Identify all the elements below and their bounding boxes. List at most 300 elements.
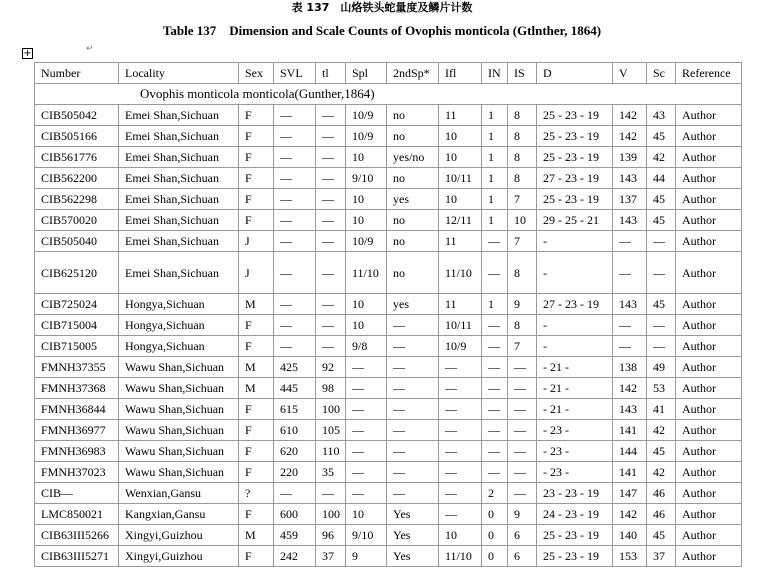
table-cell: F: [239, 210, 274, 231]
table-cell: —: [482, 441, 508, 462]
table-cell: —: [316, 336, 346, 357]
table-cell: CIB505166: [35, 126, 119, 147]
table-cell: Emei Shan,Sichuan: [119, 168, 239, 189]
table-cell: 1: [482, 105, 508, 126]
column-header: Sc: [647, 63, 676, 84]
table-row: [35, 336, 742, 357]
table-cell: 45: [647, 189, 676, 210]
table-cell: —: [508, 378, 537, 399]
table-cell: 42: [647, 147, 676, 168]
table-cell: 10/9: [346, 231, 387, 252]
table-cell: 459: [274, 525, 316, 546]
table-cell: —: [508, 483, 537, 504]
table-cell: CIB—: [35, 483, 119, 504]
table-cell: 29 - 25 - 21: [537, 210, 613, 231]
table-cell: 44: [647, 168, 676, 189]
table-cell: Author: [676, 483, 742, 504]
table-cell: 7: [508, 189, 537, 210]
table-cell: Author: [676, 462, 742, 483]
table-cell: FMNH36844: [35, 399, 119, 420]
table-cell: -: [537, 315, 613, 336]
table-cell: 615: [274, 399, 316, 420]
table-cell: Author: [676, 546, 742, 567]
column-header: tl: [316, 63, 346, 84]
table-cell: 45: [647, 294, 676, 315]
table-cell: 25 - 23 - 19: [537, 147, 613, 168]
table-cell: Emei Shan,Sichuan: [119, 189, 239, 210]
table-cell: F: [239, 336, 274, 357]
table-cell: F: [239, 315, 274, 336]
table-cell: —: [274, 189, 316, 210]
table-cell: —: [439, 378, 482, 399]
table-cell: 1: [482, 126, 508, 147]
table-cell: 600: [274, 504, 316, 525]
table-cell: —: [387, 378, 439, 399]
table-cell: —: [274, 336, 316, 357]
header-row: [35, 63, 742, 84]
table-row: [35, 147, 742, 168]
table-cell: 10/11: [439, 315, 482, 336]
table-row: [35, 357, 742, 378]
column-header: Locality: [119, 63, 239, 84]
table-cell: - 23 -: [537, 420, 613, 441]
table-cell: —: [274, 147, 316, 168]
table-cell: 10: [346, 189, 387, 210]
table-cell: Author: [676, 210, 742, 231]
table-cell: 1: [482, 147, 508, 168]
table-cell: Yes: [387, 525, 439, 546]
table-cell: 142: [613, 378, 647, 399]
table-cell: Wawu Shan,Sichuan: [119, 420, 239, 441]
table-cell: Author: [676, 105, 742, 126]
table-cell: —: [274, 210, 316, 231]
table-cell: no: [387, 126, 439, 147]
table-cell: 137: [613, 189, 647, 210]
table-cell: 49: [647, 357, 676, 378]
table-row: [35, 462, 742, 483]
table-cell: FMNH37023: [35, 462, 119, 483]
table-cell: —: [387, 441, 439, 462]
table-cell: Hongya,Sichuan: [119, 315, 239, 336]
table-cell: 46: [647, 483, 676, 504]
table-cell: Yes: [387, 504, 439, 525]
table-cell: 143: [613, 210, 647, 231]
table-cell: 8: [508, 105, 537, 126]
table-cell: —: [387, 399, 439, 420]
table-cell: 53: [647, 378, 676, 399]
table-cell: —: [439, 441, 482, 462]
table-cell: 7: [508, 336, 537, 357]
table-cell: F: [239, 420, 274, 441]
table-cell: —: [439, 483, 482, 504]
table-cell: Author: [676, 357, 742, 378]
paragraph-mark: ↵: [86, 44, 94, 54]
table-cell: 10: [439, 126, 482, 147]
table-cell: CIB63III5266: [35, 525, 119, 546]
table-cell: Author: [676, 315, 742, 336]
table-cell: Author: [676, 420, 742, 441]
table-cell: Author: [676, 504, 742, 525]
table-cell: M: [239, 378, 274, 399]
table-cell: 41: [647, 399, 676, 420]
table-cell: —: [387, 357, 439, 378]
table-cell: 143: [613, 294, 647, 315]
table-cell: —: [613, 336, 647, 357]
table-cell: 43: [647, 105, 676, 126]
table-cell: 620: [274, 441, 316, 462]
table-cell: 140: [613, 525, 647, 546]
table-cell: M: [239, 525, 274, 546]
table-row: [35, 315, 742, 336]
table-cell: 10: [439, 525, 482, 546]
table-cell: no: [387, 252, 439, 294]
table-cell: 46: [647, 504, 676, 525]
subspecies-heading-row: [35, 84, 742, 105]
table-cell: 25 - 23 - 19: [537, 546, 613, 567]
table-cell: M: [239, 294, 274, 315]
table-cell: 6: [508, 525, 537, 546]
move-anchor-icon[interactable]: +: [23, 48, 32, 59]
table-cell: —: [346, 357, 387, 378]
table-cell: Wawu Shan,Sichuan: [119, 462, 239, 483]
table-cell: LMC850021: [35, 504, 119, 525]
table-cell: ?: [239, 483, 274, 504]
table-cell: Emei Shan,Sichuan: [119, 210, 239, 231]
table-cell: —: [346, 441, 387, 462]
table-row: [35, 105, 742, 126]
table-cell: Author: [676, 231, 742, 252]
table-cell: 11: [439, 294, 482, 315]
table-cell: no: [387, 210, 439, 231]
table-cell: CIB715005: [35, 336, 119, 357]
table-cell: 8: [508, 126, 537, 147]
table-row: [35, 168, 742, 189]
table-cell: -: [537, 231, 613, 252]
table-cell: 1: [482, 210, 508, 231]
table-cell: CIB505040: [35, 231, 119, 252]
table-cell: 45: [647, 126, 676, 147]
table-cell: 147: [613, 483, 647, 504]
table-cell: 11/10: [439, 546, 482, 567]
table-cell: CIB562298: [35, 189, 119, 210]
table-cell: 9: [508, 294, 537, 315]
table-cell: CIB625120: [35, 252, 119, 294]
column-header: SVL: [274, 63, 316, 84]
table-cell: —: [482, 462, 508, 483]
table-cell: Emei Shan,Sichuan: [119, 252, 239, 294]
table-cell: —: [346, 399, 387, 420]
table-cell: —: [482, 315, 508, 336]
table-cell: —: [346, 483, 387, 504]
table-row: [35, 252, 742, 294]
table-cell: Emei Shan,Sichuan: [119, 126, 239, 147]
table-cell: - 21 -: [537, 357, 613, 378]
table-title-english: Table 137 Dimension and Scale Counts of Ovophis monticola (Gtlnther, 1864): [162, 23, 602, 38]
table-cell: Hongya,Sichuan: [119, 336, 239, 357]
table-cell: FMNH36983: [35, 441, 119, 462]
table-cell: 142: [613, 105, 647, 126]
table-cell: —: [387, 336, 439, 357]
table-cell: 9: [508, 504, 537, 525]
table-cell: 105: [316, 420, 346, 441]
table-cell: —: [274, 231, 316, 252]
table-cell: 144: [613, 441, 647, 462]
table-cell: F: [239, 441, 274, 462]
table-cell: 24 - 23 - 19: [537, 504, 613, 525]
table-cell: —: [387, 483, 439, 504]
table-cell: F: [239, 147, 274, 168]
table-cell: CIB725024: [35, 294, 119, 315]
table-cell: 11: [439, 105, 482, 126]
table-cell: CIB570020: [35, 210, 119, 231]
table-cell: FMNH37355: [35, 357, 119, 378]
table-cell: CIB505042: [35, 105, 119, 126]
table-cell: 8: [508, 252, 537, 294]
table-cell: 25 - 23 - 19: [537, 126, 613, 147]
table-cell: —: [316, 147, 346, 168]
table-cell: —: [482, 420, 508, 441]
table-cell: —: [346, 378, 387, 399]
table-cell: CIB63III5271: [35, 546, 119, 567]
table-cell: —: [346, 420, 387, 441]
column-header: IN: [482, 63, 508, 84]
table-cell: Author: [676, 399, 742, 420]
table-cell: —: [274, 483, 316, 504]
table-cell: —: [508, 420, 537, 441]
table-cell: 242: [274, 546, 316, 567]
table-cell: 37: [647, 546, 676, 567]
table-cell: 139: [613, 147, 647, 168]
table-cell: F: [239, 189, 274, 210]
table-cell: yes: [387, 294, 439, 315]
table-cell: —: [439, 399, 482, 420]
table-cell: Wawu Shan,Sichuan: [119, 378, 239, 399]
table-cell: —: [274, 105, 316, 126]
table-cell: 1: [482, 189, 508, 210]
table-cell: 110: [316, 441, 346, 462]
table-cell: 25 - 23 - 19: [537, 189, 613, 210]
table-cell: —: [316, 210, 346, 231]
table-cell: 100: [316, 399, 346, 420]
table-row: [35, 210, 742, 231]
table-cell: Wawu Shan,Sichuan: [119, 399, 239, 420]
table-row: [35, 399, 742, 420]
table-cell: 45: [647, 210, 676, 231]
table-cell: —: [482, 231, 508, 252]
table-cell: J: [239, 252, 274, 294]
table-cell: F: [239, 168, 274, 189]
data-table: [34, 62, 742, 567]
table-cell: Wenxian,Gansu: [119, 483, 239, 504]
table-cell: 8: [508, 168, 537, 189]
table-cell: 96: [316, 525, 346, 546]
table-cell: —: [508, 357, 537, 378]
table-cell: —: [274, 252, 316, 294]
column-header: D: [537, 63, 613, 84]
table-cell: Xingyi,Guizhou: [119, 546, 239, 567]
table-cell: Hongya,Sichuan: [119, 294, 239, 315]
table-cell: CIB562200: [35, 168, 119, 189]
table-cell: 0: [482, 525, 508, 546]
table-cell: 27 - 23 - 19: [537, 294, 613, 315]
table-cell: 45: [647, 525, 676, 546]
table-cell: yes/no: [387, 147, 439, 168]
table-cell: Kangxian,Gansu: [119, 504, 239, 525]
table-cell: 141: [613, 462, 647, 483]
table-cell: Author: [676, 525, 742, 546]
table-cell: no: [387, 105, 439, 126]
table-cell: —: [508, 462, 537, 483]
table-cell: Author: [676, 441, 742, 462]
table-cell: Yes: [387, 546, 439, 567]
table-cell: 8: [508, 315, 537, 336]
table-cell: 0: [482, 504, 508, 525]
table-cell: 42: [647, 462, 676, 483]
table-row: [35, 483, 742, 504]
table-cell: 10/11: [439, 168, 482, 189]
table-cell: 2: [482, 483, 508, 504]
table-cell: - 21 -: [537, 378, 613, 399]
table-cell: —: [316, 252, 346, 294]
table-cell: F: [239, 504, 274, 525]
table-cell: Author: [676, 294, 742, 315]
table-cell: Wawu Shan,Sichuan: [119, 357, 239, 378]
table-cell: Author: [676, 252, 742, 294]
table-cell: 10/9: [346, 126, 387, 147]
table-cell: —: [387, 315, 439, 336]
table-cell: 10/9: [439, 336, 482, 357]
table-cell: —: [316, 105, 346, 126]
table-cell: 100: [316, 504, 346, 525]
table-cell: 142: [613, 126, 647, 147]
table-cell: 1: [482, 294, 508, 315]
table-cell: 12/11: [439, 210, 482, 231]
table-cell: —: [482, 357, 508, 378]
column-header: V: [613, 63, 647, 84]
table-cell: 10: [439, 147, 482, 168]
table-cell: —: [439, 504, 482, 525]
table-cell: —: [647, 252, 676, 294]
table-cell: 10: [439, 189, 482, 210]
table-cell: —: [482, 378, 508, 399]
table-cell: —: [274, 126, 316, 147]
table-cell: —: [316, 315, 346, 336]
table-cell: no: [387, 231, 439, 252]
table-cell: 445: [274, 378, 316, 399]
table-cell: —: [613, 315, 647, 336]
table-cell: 11/10: [439, 252, 482, 294]
table-cell: 9/8: [346, 336, 387, 357]
table-cell: 143: [613, 399, 647, 420]
table-cell: —: [482, 399, 508, 420]
table-cell: Author: [676, 336, 742, 357]
column-header: Reference: [676, 63, 742, 84]
table-cell: Author: [676, 147, 742, 168]
table-cell: —: [647, 231, 676, 252]
table-cell: 27 - 23 - 19: [537, 168, 613, 189]
table-cell: no: [387, 168, 439, 189]
table-cell: 45: [647, 441, 676, 462]
table-cell: 1: [482, 168, 508, 189]
table-cell: FMNH36977: [35, 420, 119, 441]
table-cell: 37: [316, 546, 346, 567]
table-cell: 10: [346, 210, 387, 231]
table-cell: 98: [316, 378, 346, 399]
table-cell: 138: [613, 357, 647, 378]
table-cell: 25 - 23 - 19: [537, 525, 613, 546]
table-cell: 42: [647, 420, 676, 441]
table-cell: yes: [387, 189, 439, 210]
table-cell: —: [316, 483, 346, 504]
table-cell: Author: [676, 378, 742, 399]
table-row: [35, 189, 742, 210]
table-cell: - 23 -: [537, 462, 613, 483]
table-cell: 7: [508, 231, 537, 252]
table-cell: M: [239, 357, 274, 378]
table-cell: CIB561776: [35, 147, 119, 168]
table-cell: —: [439, 462, 482, 483]
table-cell: Wawu Shan,Sichuan: [119, 441, 239, 462]
table-cell: —: [613, 252, 647, 294]
column-header: Sex: [239, 63, 274, 84]
table-cell: FMNH37368: [35, 378, 119, 399]
table-cell: 6: [508, 546, 537, 567]
table-row: [35, 441, 742, 462]
table-row: [35, 378, 742, 399]
table-cell: Author: [676, 189, 742, 210]
table-cell: Emei Shan,Sichuan: [119, 147, 239, 168]
table-row: [35, 420, 742, 441]
table-cell: J: [239, 231, 274, 252]
table-cell: 10/9: [346, 105, 387, 126]
table-row: [35, 294, 742, 315]
table-cell: —: [613, 231, 647, 252]
table-cell: 11/10: [346, 252, 387, 294]
table-cell: —: [274, 294, 316, 315]
table-cell: 9/10: [346, 525, 387, 546]
table-cell: 35: [316, 462, 346, 483]
table-cell: F: [239, 462, 274, 483]
table-cell: 8: [508, 147, 537, 168]
table-cell: Author: [676, 126, 742, 147]
table-row: [35, 504, 742, 525]
table-cell: Author: [676, 168, 742, 189]
table-cell: 10: [508, 210, 537, 231]
table-cell: —: [316, 189, 346, 210]
table-cell: -: [537, 252, 613, 294]
table-cell: 10: [346, 294, 387, 315]
table-row: [35, 525, 742, 546]
table-cell: F: [239, 399, 274, 420]
table-cell: —: [316, 168, 346, 189]
table-cell: 141: [613, 420, 647, 441]
table-cell: 142: [613, 504, 647, 525]
table-cell: 9: [346, 546, 387, 567]
table-row: [35, 231, 742, 252]
table-cell: Xingyi,Guizhou: [119, 525, 239, 546]
column-header: Number: [35, 63, 119, 84]
table-cell: F: [239, 546, 274, 567]
table-cell: Emei Shan,Sichuan: [119, 231, 239, 252]
table-cell: CIB715004: [35, 315, 119, 336]
table-cell: —: [387, 462, 439, 483]
column-header: IS: [508, 63, 537, 84]
table-cell: —: [647, 315, 676, 336]
table-cell: - 23 -: [537, 441, 613, 462]
table-cell: —: [508, 441, 537, 462]
table-cell: —: [439, 420, 482, 441]
table-cell: 425: [274, 357, 316, 378]
